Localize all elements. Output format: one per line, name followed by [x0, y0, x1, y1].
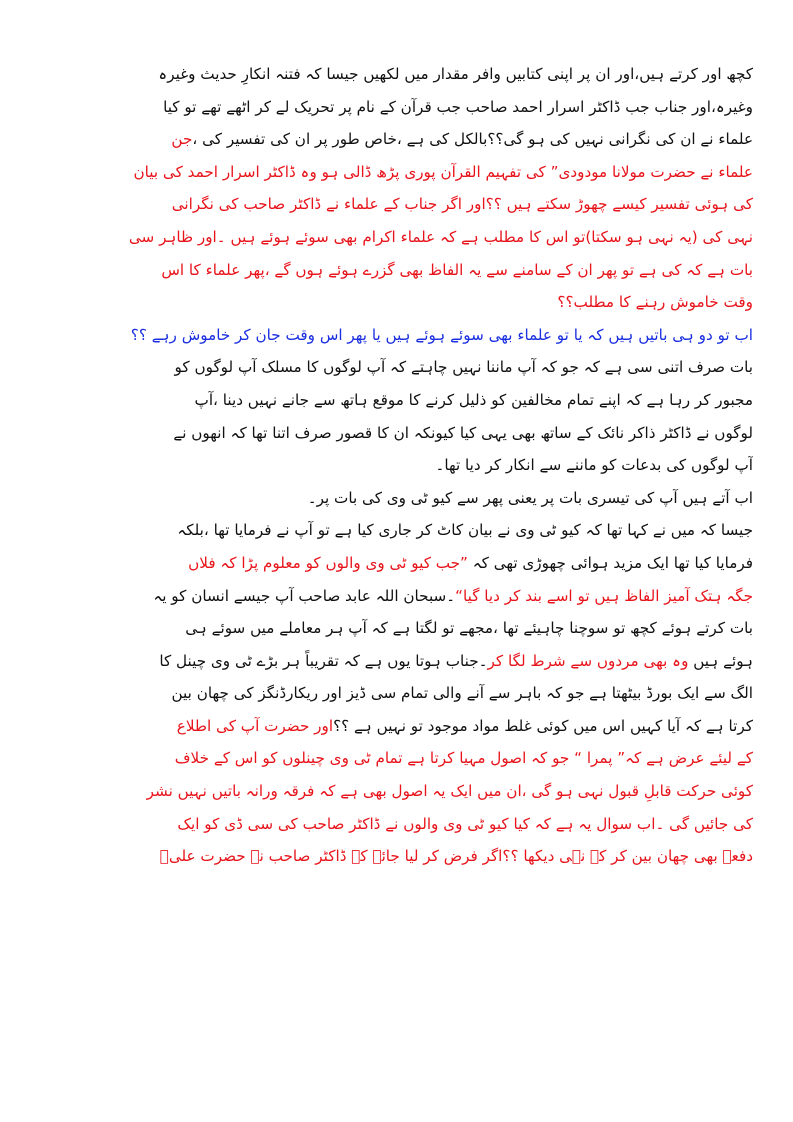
text-segment-highlight: کی جائیں گی ۔اب سوال یہ ہے کہ کیا کیو ٹی وی والوں نے ڈاکٹر صاحب کی سی ڈی کو ایک	[177, 814, 753, 833]
text-line	[58, 417, 753, 450]
text-segment: کچھ اور کرتے ہیں،اور ان پر اپنی کتابیں وافر مقدار میں لکھیں جیسا کہ فتنہ انکارِ حدیث وغیرہ	[158, 65, 753, 83]
text-segment: وغیرہ،اور جناب جب ڈاکٹر اسرار احمد صاحب جب قرآن کے نام پر تحریک لے کر اٹھے تھے تو کیا	[163, 97, 753, 116]
text-line	[58, 547, 753, 580]
text-segment-highlight: وقت خاموش رہنے کا مطلب؟؟	[557, 293, 753, 312]
text-line	[58, 286, 753, 319]
text-segment-highlight: جن	[171, 130, 193, 149]
text-segment-highlight: کے لیئے عرض ہے کہ” پمرا “ جو کہ اصول مہیا کرتا ہے تمام ٹی وی چینلوں کو اس کے خلاف	[174, 749, 753, 768]
text-segment: الگ سے ایک بورڈ بیٹھتا ہے جو کہ باہر سے آنے والی تمام سی ڈیز اور ریکارڈنگز کی چھان بین	[171, 684, 753, 703]
text-line	[58, 319, 753, 352]
text-line	[58, 482, 753, 515]
text-segment-highlight: علماء نے حضرت مولانا مودودی” کی تفہیم القرآن پوری پڑھ ڈالی ہو وہ ڈاکٹر اسرار احمد کی بیان	[133, 162, 753, 181]
text-segment-highlight: کوئی حرکت قابلِ قبول نہی ہو گی ،ان میں ایک یہ اصول بھی ہے کہ فرقہ ورانہ باتیں نہیں نشر	[146, 782, 753, 801]
text-segment: ۔جناب ہوتا یوں ہے کہ تقریباً ہر بڑے ٹی وی چینل کا	[159, 651, 488, 670]
text-segment: ۔سبحان اللہ عابد صاحب آپ جیسے انسان کو یہ	[153, 586, 456, 605]
text-line	[58, 710, 753, 743]
text-segment-highlight: کی ہوئی تفسیر کیسے چھوڑ سکتے ہیں ؟؟اور اگر جناب کے علماء نے ڈاکٹر صاحب کی نگرانی	[171, 195, 753, 214]
text-line	[58, 91, 753, 124]
text-segment: اب آتے ہیں آپ کی تیسری بات پر یعنی پھر سے کیو ٹی وی کی بات پر۔	[307, 488, 753, 507]
text-segment: آپ لوگوں کی بدعات کو ماننے سے انکار کر دیا تھا۔	[435, 456, 753, 475]
text-segment: فرمایا کیا تھا ایک مزید ہوائی چھوڑی تھی کہ	[467, 553, 753, 572]
text-segment: مجبور کر رہا ہے کہ اپنے تمام مخالفین کو ذلیل کرنے کا موقع ہاتھ سے جانے نہیں دینا ،آپ	[194, 390, 753, 409]
text-line	[58, 254, 753, 287]
text-line	[58, 221, 753, 254]
text-line	[58, 351, 753, 384]
text-line	[58, 677, 753, 710]
text-segment: علماء نے ان کی نگرانی نہیں کی ہو گی؟؟بالکل کی ہے ،خاص طور پر ان کی تفسیر کی ،	[192, 130, 753, 149]
text-line	[58, 775, 753, 808]
text-line	[58, 156, 753, 189]
text-line	[58, 742, 753, 775]
text-line	[58, 645, 753, 678]
text-line	[58, 449, 753, 482]
text-line	[58, 514, 753, 547]
text-line	[58, 384, 753, 417]
text-line	[58, 123, 753, 156]
text-segment-highlight: نہی کی (یہ نہی ہو سکتا)تو اس کا مطلب ہے کہ علماء اکرام بھی سوئے ہوئے ہیں ۔اور ظاہر سی	[128, 227, 753, 246]
text-segment-highlight: بات ہے کہ کی ہے تو پھر ان کے سامنے سے یہ الفاظ بھی گزرے ہوئے ہوں گے ،پھر علماء کا اس	[161, 260, 753, 279]
text-line	[58, 808, 753, 841]
text-line	[58, 612, 753, 645]
text-line	[58, 188, 753, 221]
text-segment: بات صرف اتنی سی ہے کہ جو کہ آپ ماننا نہیں چاہتے کہ آپ لوگوں کا مسلک آپ لوگوں کو	[174, 358, 753, 377]
text-line	[58, 580, 753, 613]
text-line	[58, 840, 753, 873]
text-segment-highlight: دفعہ بھی چھان بین کر کے نہی دیکھا ؟؟اگر فرض کر لیا جائے کہ ڈاکٹر صاحب نے حضرت علیؓ	[159, 847, 753, 866]
text-segment-highlight: ”جب کیو ٹی وی والوں کو معلوم پڑا کہ فلاں	[188, 553, 468, 572]
text-segment: ہوئے ہیں	[688, 651, 753, 670]
text-segment-highlight: جگہ ہتک آمیز الفاظ ہیں تو اسے بند کر دیا گیا“	[455, 586, 753, 605]
text-line	[58, 58, 753, 91]
text-segment-highlight: وہ بھی مردوں سے شرط لگا کر	[487, 651, 689, 670]
document-page	[58, 58, 753, 873]
text-segment-blue: اب تو دو ہی باتیں ہیں کہ یا تو علماء بھی سوئے ہوئے ہیں یا پھر اس وقت جان کر خاموش رہے ؟؟	[130, 325, 753, 344]
text-segment: بات کرتے ہوئے کچھ تو سوچنا چاہیئے تھا ،مجھے تو لگتا ہے کہ آپ ہر معاملے میں سوئے ہی	[185, 619, 753, 638]
text-segment-highlight: اور حضرت آپ کی اطلاع	[176, 716, 334, 735]
text-segment: جیسا کہ میں نے کہا تھا کہ کیو ٹی وی نے بیان کاٹ کر جاری کیا ہے تو آپ نے فرمایا تھا ،بلکہ	[177, 521, 753, 540]
text-segment: کرتا ہے کہ آیا کہیں اس میں کوئی غلط مواد موجود تو نہیں ہے ؟؟	[333, 716, 753, 735]
text-segment: لوگوں نے ڈاکٹر ذاکر نائک کے ساتھ بھی یہی کیا کیونکہ ان کا قصور صرف اتنا تھا کہ انھوں نے	[173, 423, 753, 442]
